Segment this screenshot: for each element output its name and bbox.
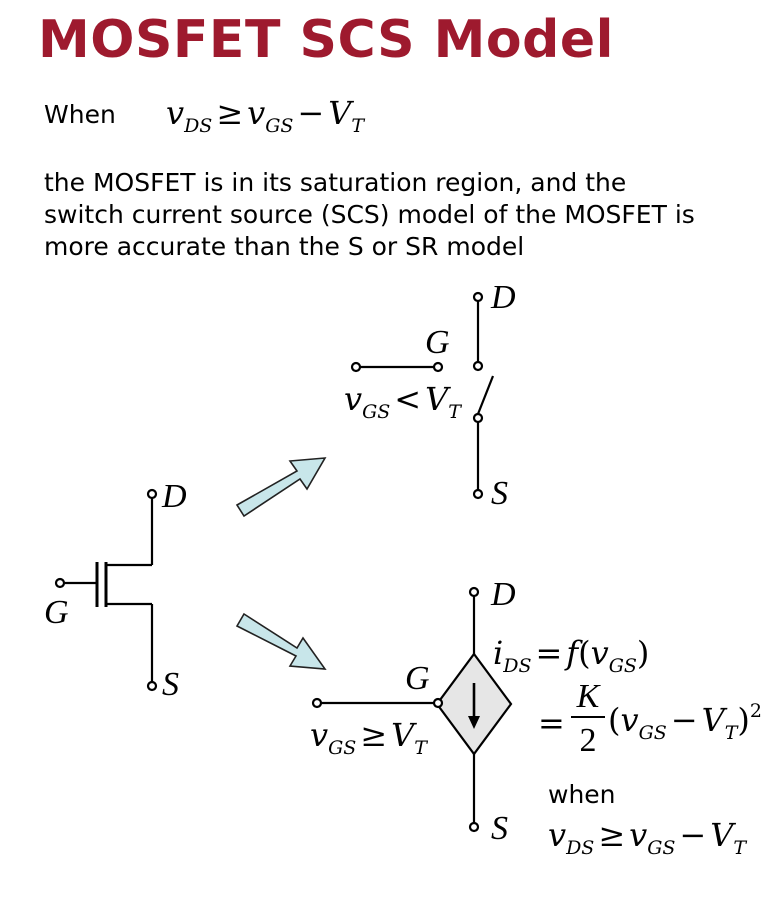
- scs-drain-terminal: [470, 588, 478, 596]
- mosfet-symbol: [56, 490, 156, 690]
- scs-drain-label: D: [491, 576, 516, 613]
- scs-condition: $v_{GS} \ge V_T$: [310, 716, 427, 759]
- scs-gate-right-terminal: [434, 699, 442, 707]
- scs-gate-label: G: [405, 660, 430, 697]
- scs-gate-left-terminal: [313, 699, 321, 707]
- switch-gate-right-terminal: [434, 363, 442, 371]
- switch-drain-label: D: [491, 279, 516, 316]
- fraction-bar: [571, 716, 605, 718]
- scs-source-terminal: [470, 823, 478, 831]
- saturation-condition: $v_{DS} \ge v_{GS} - V_T$: [548, 816, 747, 859]
- equation-equals: =: [538, 704, 565, 742]
- switch-lower-contact: [474, 414, 482, 422]
- switch-source-terminal: [474, 490, 482, 498]
- equation-line-1: $i_{DS} = f(v_{GS})$: [493, 634, 650, 677]
- switch-drain-terminal: [474, 293, 482, 301]
- page-title: MOSFET SCS Model: [38, 10, 614, 70]
- scs-model: [313, 588, 511, 831]
- fraction-denominator: 2: [579, 722, 597, 759]
- scs-source-label: S: [491, 810, 508, 847]
- paragraph-line: more accurate than the S or SR model: [44, 232, 525, 261]
- equation-line-2-paren: $(v_{GS} - V_T)^2$: [608, 700, 762, 744]
- saturation-when-label: when: [548, 780, 616, 809]
- switch-upper-contact: [474, 362, 482, 370]
- switch-gate-label: G: [425, 324, 450, 361]
- mosfet-drain-label: D: [162, 478, 187, 515]
- switch-source-label: S: [491, 475, 508, 512]
- switch-gate-left-terminal: [352, 363, 360, 371]
- intro-when-label: When: [44, 100, 116, 129]
- switch-blade: [478, 376, 493, 414]
- paragraph-line: switch current source (SCS) model of the MOSFET is: [44, 200, 695, 229]
- mosfet-gate-terminal: [56, 579, 64, 587]
- arrow-to-switch-model: [237, 458, 325, 516]
- intro-condition: $v_{DS} \ge v_{GS} - V_T$: [166, 94, 365, 137]
- paragraph-line: the MOSFET is in its saturation region, and the: [44, 168, 627, 197]
- switch-condition: $v_{GS} < V_T$: [344, 380, 461, 423]
- mosfet-drain-terminal: [148, 490, 156, 498]
- mosfet-gate-label: G: [44, 594, 69, 631]
- transition-arrows: [237, 458, 325, 669]
- mosfet-source-label: S: [162, 666, 179, 703]
- fraction-numerator: K: [576, 678, 600, 715]
- mosfet-source-terminal: [148, 682, 156, 690]
- arrow-to-scs-model: [237, 614, 325, 669]
